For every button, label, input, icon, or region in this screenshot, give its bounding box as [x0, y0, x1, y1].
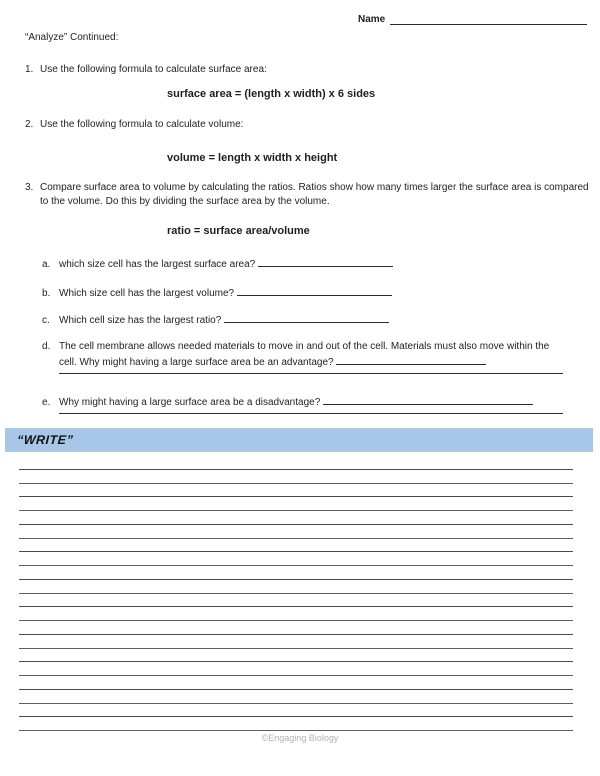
sub-question-letter: b. — [42, 288, 51, 299]
volume-formula: volume = length x width x height — [167, 152, 338, 164]
answer-blank — [258, 257, 393, 267]
sub-question-d — [42, 340, 563, 370]
question-text: Use the following formula to calculate volume: — [40, 119, 244, 130]
ruled-line — [19, 649, 573, 663]
name-blank — [390, 13, 587, 25]
name-label: Name — [358, 14, 386, 25]
ruled-line — [19, 704, 573, 718]
ruled-line — [19, 594, 573, 608]
ruled-line — [19, 662, 573, 676]
question-text: Compare surface area to volume by calculating the ratios. Ratios show how many times larger the surface area is compared to the volume. Do this by dividing the surface area by the volume. — [40, 182, 589, 207]
footer-credit: ©Engaging Biology — [261, 733, 339, 743]
answer-blank — [237, 286, 392, 296]
answer-line — [59, 413, 563, 414]
ruled-line — [19, 456, 573, 470]
question-number: 3. — [25, 182, 34, 193]
ruled-line — [19, 470, 573, 484]
ruled-line — [19, 690, 573, 704]
ruled-line — [19, 525, 573, 539]
write-banner — [5, 428, 593, 452]
ruled-line — [19, 717, 573, 731]
page-title: “Analyze” Continued: — [25, 32, 119, 43]
question-text: Use the following formula to calculate surface area: — [40, 64, 267, 75]
ruled-line — [19, 566, 573, 580]
ruled-line — [19, 607, 573, 621]
ratio-formula: ratio = surface area/volume — [167, 225, 310, 237]
sub-question-c — [42, 313, 563, 329]
question-1 — [25, 63, 592, 77]
ruled-line — [19, 511, 573, 525]
sub-question-text: Which size cell has the largest volume? — [59, 288, 235, 299]
ruled-line — [19, 497, 573, 511]
sub-question-letter: a. — [42, 259, 51, 270]
ruled-line — [19, 676, 573, 690]
sub-question-letter: e. — [42, 397, 51, 408]
name-row — [358, 13, 587, 25]
sub-question-letter: c. — [42, 315, 50, 326]
sub-question-text: which size cell has the largest surface area? — [59, 259, 256, 270]
sub-question-e — [42, 395, 563, 411]
sub-question-text: Why might having a large surface area be a disadvantage? — [59, 397, 321, 408]
surface-area-formula: surface area = (length x width) x 6 sides — [167, 88, 376, 100]
question-3 — [25, 181, 592, 209]
ruled-line — [19, 552, 573, 566]
ruled-line — [19, 539, 573, 553]
question-number: 2. — [25, 119, 34, 130]
answer-blank — [323, 395, 533, 405]
ruled-line — [19, 580, 573, 594]
answer-blank — [224, 313, 389, 323]
sub-question-b — [42, 286, 563, 302]
sub-question-text: The cell membrane allows needed materials to move in and out of the cell. Materials must also move within the cell. Why might having a large surface area be an advantage? — [59, 341, 550, 368]
answer-line — [59, 373, 563, 374]
write-section-title: “WRITE” — [16, 433, 74, 447]
question-number: 1. — [25, 64, 34, 75]
ruled-line — [19, 484, 573, 498]
writing-lines-area — [19, 456, 573, 731]
sub-question-letter: d. — [42, 341, 51, 352]
ruled-line — [19, 621, 573, 635]
answer-blank — [336, 355, 486, 365]
ruled-line — [19, 635, 573, 649]
sub-question-text: Which cell size has the largest ratio? — [59, 315, 222, 326]
sub-question-a — [42, 257, 563, 273]
question-2 — [25, 118, 592, 132]
